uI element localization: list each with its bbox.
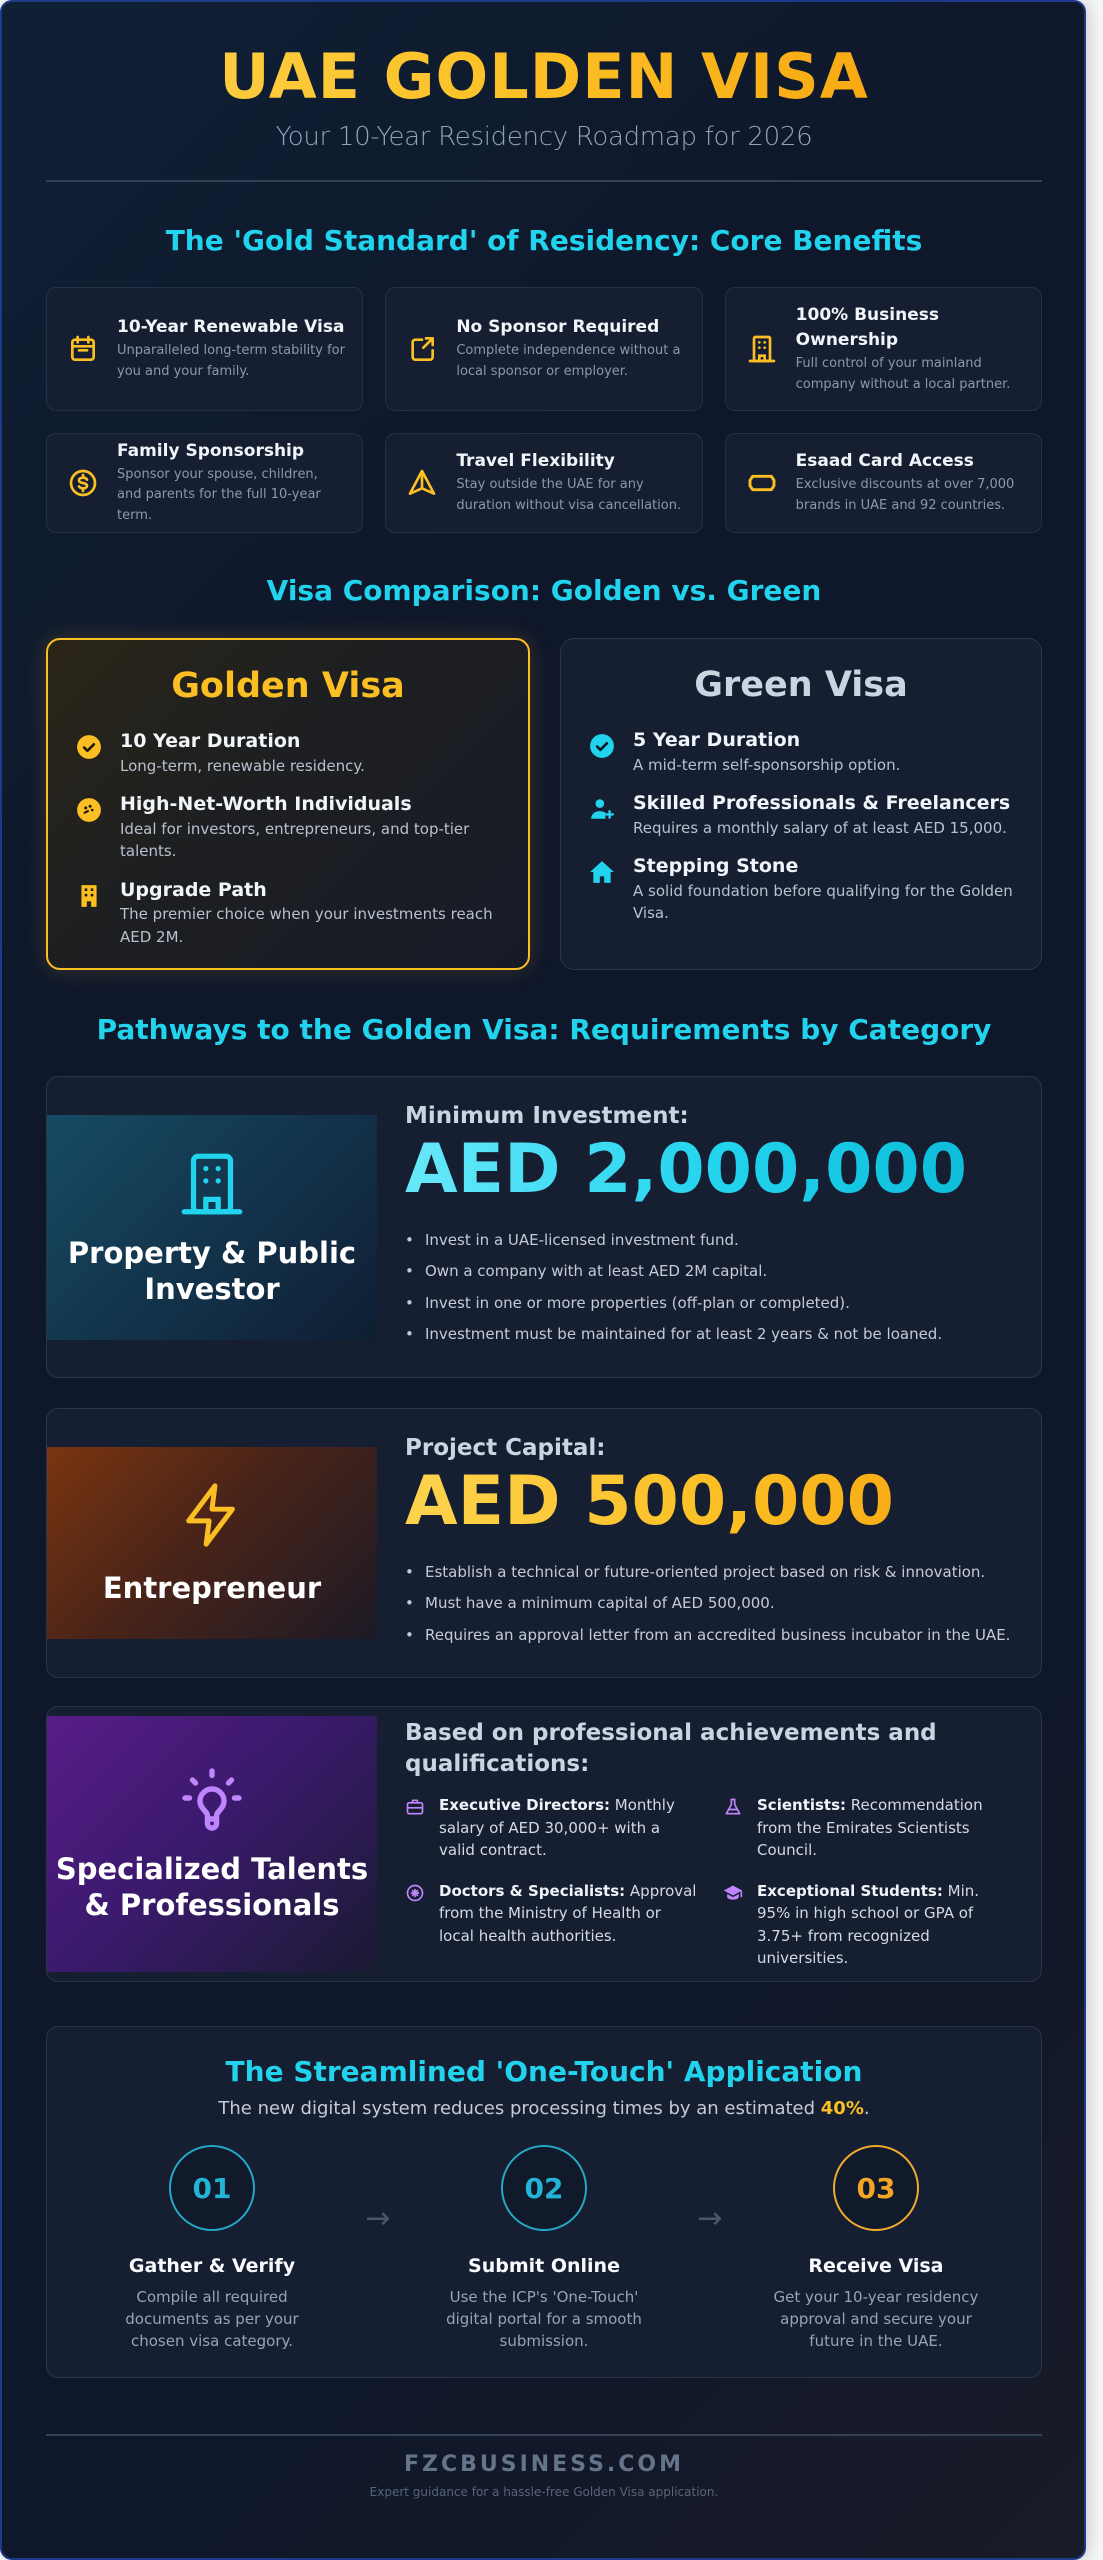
talent-item bbox=[405, 1880, 697, 1970]
building-icon bbox=[175, 1147, 249, 1221]
green-item-title: Skilled Professionals & Freelancers bbox=[633, 792, 1011, 815]
benefits-grid bbox=[46, 287, 1042, 533]
requirement-item: • Requires an approval letter from an accredited business incubator in the UAE. bbox=[405, 1620, 1041, 1652]
benefit-card bbox=[385, 433, 702, 533]
golden-item-desc: Ideal for investors, entrepreneurs, and top-tier talents. bbox=[120, 819, 470, 861]
talent-item-title: Scientists: bbox=[757, 1796, 847, 1815]
investor-pathway-card bbox=[46, 1076, 1042, 1378]
requirement-item: • Invest in one or more properties (off-plan or completed). bbox=[405, 1288, 1041, 1320]
golden-item-title: 10 Year Duration bbox=[120, 730, 301, 752]
home-icon bbox=[589, 859, 615, 885]
green-item-title: 5 Year Duration bbox=[633, 729, 801, 751]
investor-amount: AED 2,000,000 bbox=[405, 1129, 1041, 1211]
pathways-section-title: Pathways to the Golden Visa: Requirements by Category bbox=[96, 1013, 992, 1046]
step-number-badge: 02 bbox=[501, 2145, 587, 2231]
investor-amount-label: Minimum Investment: bbox=[405, 1103, 689, 1130]
green-visa-title: Green Visa bbox=[694, 665, 908, 705]
lightning-bolt-icon bbox=[177, 1480, 247, 1550]
footer-brand: FZCBUSINESS.COM bbox=[403, 2452, 685, 2477]
talents-criteria-grid bbox=[405, 1794, 1015, 1970]
step-desc: Use the ICP's 'One-Touch' digital portal for a smooth submission. bbox=[446, 2288, 642, 2350]
green-visa-item bbox=[589, 727, 1013, 776]
talents-pathway-body bbox=[377, 1718, 1041, 1970]
step-title: Gather & Verify bbox=[128, 2255, 296, 2277]
talent-item-desc: Monthly salary of AED 30,000+ with a valid contract. bbox=[439, 1796, 675, 1860]
benefit-title: Esaad Card Access bbox=[795, 451, 974, 472]
header bbox=[46, 40, 1042, 152]
talents-pathway-card bbox=[46, 1706, 1042, 1982]
main-title: UAE GOLDEN VISA bbox=[46, 46, 1042, 108]
graduation-cap-icon bbox=[723, 1883, 743, 1903]
investor-pathway-body bbox=[377, 1103, 1041, 1351]
green-visa-item bbox=[589, 790, 1013, 839]
talent-item-desc: Approval from the Ministry of Health or local health authorities. bbox=[439, 1881, 697, 1945]
step-2 bbox=[429, 2145, 659, 2352]
check-circle-icon bbox=[76, 734, 102, 760]
dashboard-gauge-icon bbox=[76, 797, 102, 823]
golden-visa-item bbox=[76, 791, 500, 863]
visa-comparison bbox=[46, 638, 1042, 970]
entrepreneur-side-panel bbox=[47, 1447, 377, 1639]
calendar-icon bbox=[67, 333, 99, 365]
golden-visa-item bbox=[76, 877, 500, 949]
benefit-card bbox=[46, 433, 363, 533]
processing-time-reduction: 40% bbox=[820, 2098, 864, 2119]
step-3 bbox=[761, 2145, 991, 2352]
application-subtitle-end: . bbox=[863, 2098, 870, 2119]
green-item-desc: A solid foundation before qualifying for the Golden Visa. bbox=[633, 881, 1013, 923]
navigation-icon bbox=[406, 467, 438, 499]
benefit-desc: Full control of your mainland company without a local partner. bbox=[795, 355, 1011, 392]
external-link-icon bbox=[406, 333, 438, 365]
step-title: Submit Online bbox=[468, 2255, 620, 2277]
check-circle-icon bbox=[589, 733, 615, 759]
requirement-item: • Establish a technical or future-oriented project based on risk & innovation. bbox=[405, 1557, 1041, 1589]
golden-item-title: Upgrade Path bbox=[120, 878, 267, 901]
briefcase-icon bbox=[405, 1797, 425, 1817]
user-plus-icon bbox=[589, 796, 615, 822]
application-steps bbox=[47, 2145, 1041, 2352]
benefit-desc: Sponsor your spouse, children, and parents for the full 10-year term. bbox=[117, 466, 321, 524]
golden-visa-card bbox=[46, 638, 530, 970]
benefit-card bbox=[725, 287, 1042, 411]
entrepreneur-pathway-body bbox=[377, 1435, 1041, 1651]
golden-item-desc: Long-term, renewable residency. bbox=[120, 756, 365, 775]
green-item-desc: Requires a monthly salary of at least AED 15,000. bbox=[633, 818, 1007, 837]
requirement-item: • Invest in a UAE-licensed investment fund. bbox=[405, 1225, 1041, 1257]
talent-item-title: Executive Directors: bbox=[439, 1796, 611, 1815]
office-building-icon bbox=[76, 883, 102, 909]
green-item-desc: A mid-term self-sponsorship option. bbox=[633, 755, 901, 774]
lightbulb-icon bbox=[176, 1765, 248, 1837]
requirement-item: • Own a company with at least AED 2M capital. bbox=[405, 1256, 1041, 1288]
comparison-section-title: Visa Comparison: Golden vs. Green bbox=[266, 574, 822, 607]
footer-tagline: Expert guidance for a hassle-free Golden Visa application. bbox=[369, 2485, 719, 2499]
benefit-title: 10-Year Renewable Visa bbox=[117, 317, 345, 338]
green-visa-card bbox=[560, 638, 1042, 970]
medical-icon bbox=[405, 1883, 425, 1903]
talent-item bbox=[405, 1794, 697, 1862]
benefit-title: Travel Flexibility bbox=[456, 451, 615, 472]
investor-pathway-name: Property & Public Investor bbox=[67, 1235, 357, 1306]
flask-icon bbox=[723, 1797, 743, 1817]
talent-item bbox=[723, 1794, 1015, 1862]
arrow-right-icon: → bbox=[365, 2201, 391, 2236]
talents-criteria-label: Based on professional achievements and qualifications: bbox=[405, 1720, 937, 1778]
step-1 bbox=[97, 2145, 327, 2352]
talent-item-title: Doctors & Specialists: bbox=[439, 1881, 626, 1900]
benefit-title: 100% Business Ownership bbox=[795, 304, 939, 351]
step-desc: Get your 10-year residency approval and secure your future in the UAE. bbox=[773, 2288, 979, 2350]
investor-requirements-list bbox=[405, 1225, 1041, 1351]
header-divider bbox=[46, 180, 1042, 182]
talents-side-panel bbox=[47, 1716, 377, 1972]
footer-divider bbox=[46, 2434, 1042, 2436]
application-title: The Streamlined 'One-Touch' Application bbox=[225, 2055, 863, 2088]
entrepreneur-amount-label: Project Capital: bbox=[405, 1434, 606, 1461]
ticket-card-icon bbox=[746, 467, 778, 499]
step-desc: Compile all required documents as per your chosen visa category. bbox=[125, 2288, 299, 2350]
golden-visa-item bbox=[76, 728, 500, 777]
golden-visa-title: Golden Visa bbox=[171, 666, 405, 706]
talents-pathway-name: Specialized Talents & Professionals bbox=[55, 1851, 369, 1922]
benefit-desc: Complete independence without a local sponsor or employer. bbox=[456, 342, 681, 379]
entrepreneur-requirements-list bbox=[405, 1557, 1041, 1652]
green-item-title: Stepping Stone bbox=[633, 855, 799, 878]
benefit-desc: Exclusive discounts at over 7,000 brands in UAE and 92 countries. bbox=[795, 476, 1015, 513]
arrow-right-icon: → bbox=[697, 2201, 723, 2236]
benefit-card bbox=[46, 287, 363, 411]
benefit-desc: Unparalleled long-term stability for you and your family. bbox=[117, 342, 345, 379]
step-number-badge: 03 bbox=[833, 2145, 919, 2231]
subtitle: Your 10-Year Residency Roadmap for 2026 bbox=[275, 122, 813, 152]
golden-item-title: High-Net-Worth Individuals bbox=[120, 793, 412, 816]
talent-item bbox=[723, 1880, 1015, 1970]
entrepreneur-pathway-name: Entrepreneur bbox=[102, 1570, 322, 1605]
requirement-item: • Must have a minimum capital of AED 500,000. bbox=[405, 1588, 1041, 1620]
golden-item-desc: The premier choice when your investments reach AED 2M. bbox=[120, 905, 493, 946]
entrepreneur-amount: AED 500,000 bbox=[405, 1461, 1041, 1543]
application-subtitle-text: The new digital system reduces processing times by an estimated bbox=[218, 2098, 821, 2119]
footer bbox=[46, 2452, 1042, 2499]
benefits-section-title: The 'Gold Standard' of Residency: Core Benefits bbox=[165, 224, 923, 257]
benefit-card bbox=[385, 287, 702, 411]
benefit-desc: Stay outside the UAE for any duration without visa cancellation. bbox=[456, 476, 682, 513]
green-visa-item bbox=[589, 853, 1013, 925]
entrepreneur-pathway-card bbox=[46, 1408, 1042, 1678]
application-subtitle bbox=[47, 2098, 1041, 2119]
benefit-title: No Sponsor Required bbox=[456, 317, 660, 338]
talent-item-title: Exceptional Students: bbox=[757, 1881, 943, 1900]
application-card bbox=[46, 2026, 1042, 2378]
requirement-item: • Investment must be maintained for at least 2 years & not be loaned. bbox=[405, 1319, 1041, 1351]
building-icon bbox=[746, 333, 778, 365]
talent-item-desc: Min. 95% in high school or GPA of 3.75+ from recognized universities. bbox=[757, 1881, 980, 1968]
investor-side-panel bbox=[47, 1115, 377, 1340]
dollar-coin-icon bbox=[67, 467, 99, 499]
benefit-title: Family Sponsorship bbox=[117, 441, 305, 462]
step-title: Receive Visa bbox=[808, 2255, 944, 2277]
step-number-badge: 01 bbox=[169, 2145, 255, 2231]
benefit-card bbox=[725, 433, 1042, 533]
talent-item-desc: Recommendation from the Emirates Scientists Council. bbox=[757, 1796, 983, 1860]
